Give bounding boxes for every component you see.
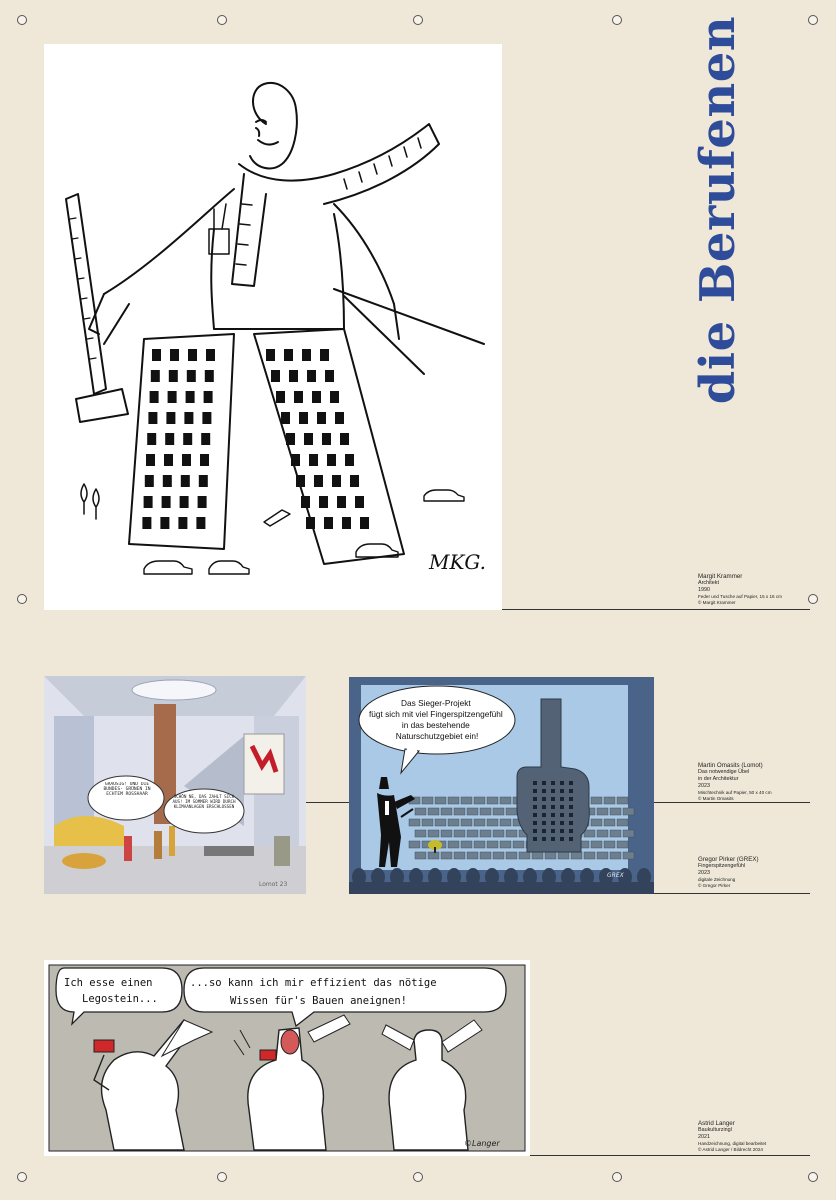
page-title-text: die Berufenen <box>690 15 746 405</box>
grommet-hole <box>217 1172 227 1182</box>
pirker-speech-line: fügt sich mit viel Fingerspitzengefühl <box>368 709 503 719</box>
artwork-medium: digitale Zeichnung <box>698 877 736 882</box>
artwork-pirker <box>349 677 654 894</box>
artwork-copyright: © Astrid Langer / Bildrecht 2024 <box>698 1147 763 1152</box>
artwork-copyright: © Margit Krammer <box>698 600 736 605</box>
grommet-hole <box>413 1172 423 1182</box>
artwork-title: Architekt <box>698 580 719 586</box>
caption-rule <box>654 802 810 803</box>
grommet-hole <box>217 15 227 25</box>
caption-langer <box>698 1120 808 1153</box>
interior-watercolor <box>44 676 306 894</box>
langer-bubble-1-line: Legostein... <box>82 993 158 1005</box>
langer-bubble-2-line: Wissen für's Bauen aneignen! <box>230 995 408 1007</box>
grommet-hole <box>17 594 27 604</box>
omasits-bubble-right: SCHÖN NE, DAS ZAHLT SICH AUS! IM SOMMER WIRD DURCH KLIMAANLAGEN ERSCHLOSSEN <box>172 794 236 809</box>
pirker-speech-line: Naturschutzgebiet ein! <box>395 731 479 741</box>
grommet-hole <box>17 1172 27 1182</box>
artist-name: Martin Omasits (Lomot) <box>698 762 763 769</box>
pirker-speech-line: Das Sieger-Projekt <box>401 698 471 708</box>
artwork-copyright: © Martin Omasits <box>698 796 734 801</box>
artist-name: Gregor Pirker (GREX) <box>698 856 759 863</box>
pirker-signature: GREX <box>607 872 624 879</box>
krammer-signature: MKG. <box>429 550 487 574</box>
langer-bubble-1-line: Ich esse einen <box>64 977 153 989</box>
baukulturzingl-comic <box>44 960 530 1156</box>
artwork-medium: Feder und Tusche auf Papier, 15 x 16 cm <box>698 594 783 599</box>
grommet-hole <box>612 15 622 25</box>
artwork-krammer <box>44 44 502 610</box>
caption-rule <box>306 802 350 803</box>
grommet-hole <box>413 15 423 25</box>
langer-bubble-2-line: ...so kann ich mir effizient das nötige <box>190 977 437 989</box>
caption-omasits <box>698 762 808 802</box>
artwork-title: in der Architektur <box>698 776 739 782</box>
grommet-hole <box>17 15 27 25</box>
artwork-medium: Handzeichnung, digital bearbeitet <box>698 1141 767 1146</box>
artwork-title: Fingerspitzengefühl <box>698 863 746 869</box>
artwork-omasits <box>44 676 306 894</box>
omasits-bubble-left: GRAUSIG! UND DIE BUNDES- GRÜNEN IN ECHTEM ROSSHAAR <box>103 782 151 798</box>
architect-drawing <box>44 44 502 610</box>
caption-rule <box>530 1155 810 1156</box>
grommet-hole <box>808 15 818 25</box>
artwork-year: 2021 <box>698 1134 710 1140</box>
artwork-medium: Mischtechnik auf Papier, 50 x 40 cm <box>698 790 772 795</box>
fingerspitzengefuehl-drawing <box>349 677 654 894</box>
caption-rule <box>654 893 810 894</box>
artist-name: Astrid Langer <box>698 1120 735 1127</box>
page-title <box>688 15 748 405</box>
omasits-signature: Lomot 23 <box>259 881 288 888</box>
artwork-year: 2023 <box>698 783 710 789</box>
artwork-year: 1990 <box>698 587 710 593</box>
artwork-title: Baukulturzingl <box>698 1127 732 1133</box>
caption-krammer <box>698 573 808 606</box>
artwork-year: 2023 <box>698 870 710 876</box>
artwork-copyright: © Gregor Pirker <box>698 883 731 888</box>
grommet-hole <box>612 1172 622 1182</box>
langer-signature: ©Langer <box>464 1139 500 1148</box>
pirker-speech-line: in das bestehende <box>401 720 470 730</box>
grommet-hole <box>808 1172 818 1182</box>
caption-pirker <box>698 856 808 889</box>
artist-name: Margit Krammer <box>698 573 743 580</box>
artwork-langer <box>44 960 530 1156</box>
caption-rule <box>502 609 810 610</box>
artwork-title: Das notwendige Übel <box>698 769 750 775</box>
grommet-hole <box>808 594 818 604</box>
